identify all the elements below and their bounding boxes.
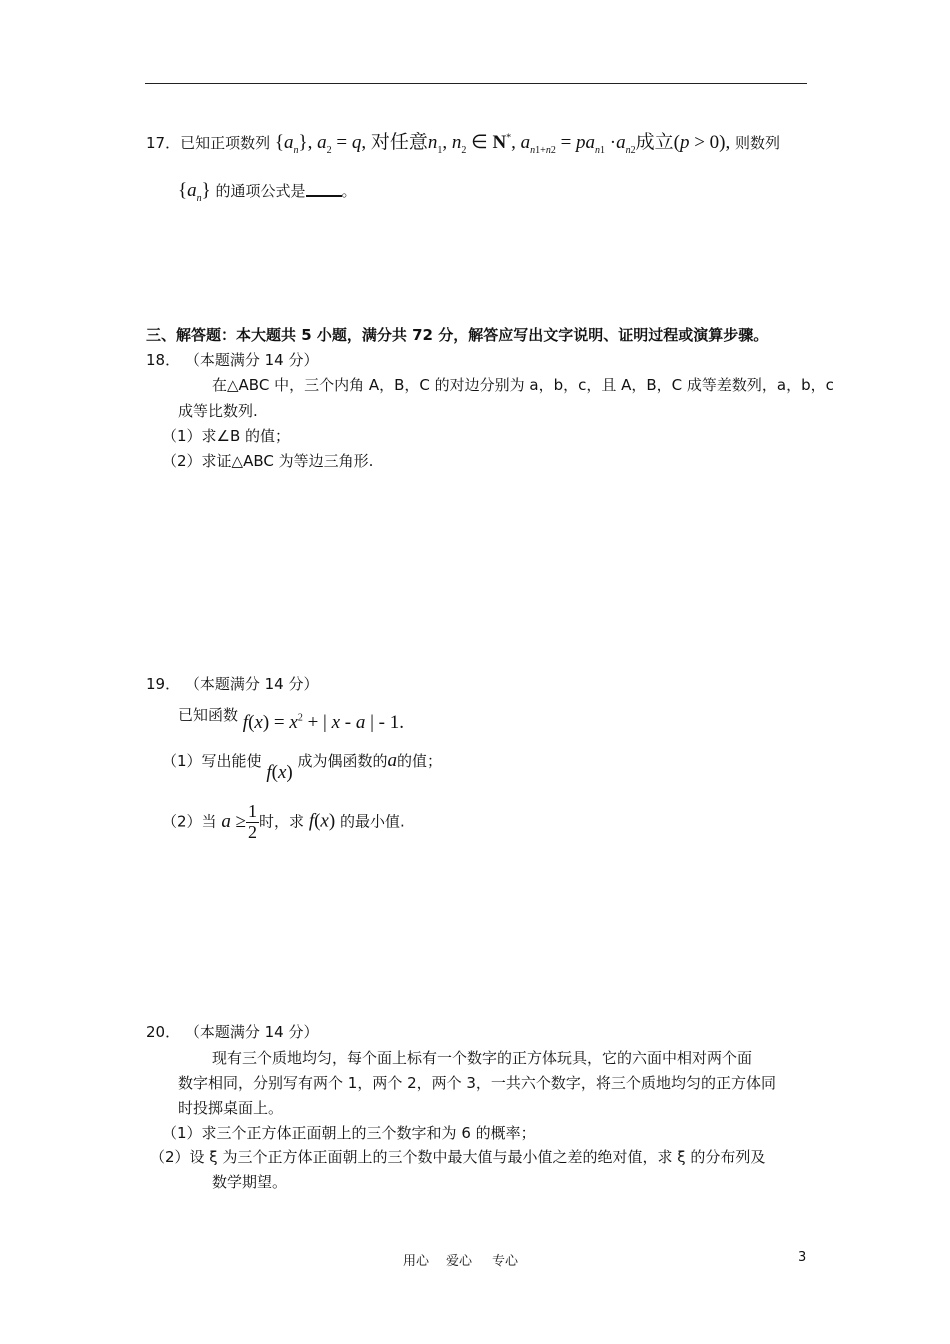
q19-part1-prefix: （1）写出能使 [162, 752, 262, 770]
q19-part2-prefix: （2）当 [162, 812, 217, 831]
q19-part1 [162, 750, 443, 783]
q19-part1-func: f(x) [266, 762, 293, 783]
q17-suffix: 则数列 [735, 134, 781, 152]
q20-number: 20． [146, 1023, 181, 1041]
footer-motto-2: 爱心 [446, 1254, 473, 1269]
q19-score: （本题满分 14 分） [184, 675, 319, 693]
q17-line2-text: 的通项公式是 [215, 182, 306, 200]
q19-number: 19． [146, 675, 181, 693]
q19-part1-suffix: 的值； [397, 752, 443, 770]
q20-part2-line1: （2）设 ξ 为三个正方体正面朝上的三个数中最大值与最小值之差的绝对值，求 ξ 的分布列及 [150, 1148, 766, 1166]
q20-header [146, 1023, 319, 1041]
q18-score: （本题满分 14 分） [184, 351, 319, 369]
q19-stem [178, 704, 405, 733]
q17-number: 17． [146, 134, 181, 152]
q17-line2 [178, 180, 357, 203]
q18-header [146, 351, 319, 369]
footer-motto-1: 用心 [403, 1254, 430, 1269]
q19-part2-mid: 时，求 [259, 812, 305, 831]
q19-part1-var: a [387, 750, 397, 771]
q19-part2-suffix: 的最小值. [339, 812, 405, 831]
q18-stem-line2: 成等比数列. [178, 402, 258, 420]
q17-hold-text: 成立 [635, 132, 674, 153]
q19-part2-condition: a ≥ $\frac{1}{2}$ [221, 801, 258, 842]
q18-part2: （2）求证△ABC 为等边三角形. [162, 452, 374, 470]
q18-stem-line1: 在△ABC 中，三个内角 A，B，C 的对边分别为 a，b，c，且 A，B，C 成等差数列，a，b，c [212, 376, 834, 394]
header-rule [145, 83, 807, 84]
q18-number: 18． [146, 351, 181, 369]
q19-part2-func: f(x) [308, 810, 336, 832]
q17-seq: $\{a_n\}$ [178, 180, 211, 204]
q19-header [146, 675, 319, 693]
q19-part1-mid: 成为偶函数的 [297, 752, 388, 770]
q18-part1: （1）求∠B 的值； [162, 427, 291, 445]
footer-motto-3: 专心 [492, 1254, 519, 1269]
q17-answer-blank[interactable] [306, 181, 342, 197]
q19-fraction: $\frac{1}{2}$ [248, 801, 258, 842]
q19-function: $f(x) = x^2$ + | x - a | - 1. [242, 712, 405, 733]
q17-formula: $\{a_n\}$, $a_2 = q$, 对任意$n_1$, $n_2$ ∈ N*, $a_{n1+n2} = pa_{n1} \cdot a_{n2}$成立(p > 0), [274, 132, 731, 156]
q20-stem-line3: 时投掷桌面上。 [178, 1099, 284, 1117]
q19-part2 [162, 802, 405, 843]
q20-part2-line2: 数学期望。 [212, 1173, 288, 1191]
q20-stem-line2: 数字相同，分别写有两个 1，两个 2，两个 3，一共六个数字，将三个质地均匀的正方体同 [178, 1074, 776, 1092]
q20-part1: （1）求三个正方体正面朝上的三个数字和为 6 的概率； [162, 1124, 536, 1142]
q20-stem-line1: 现有三个质地均匀，每个面上标有一个数字的正方体玩具，它的六面中相对两个面 [212, 1049, 753, 1067]
section3-heading: 三、解答题：本大题共 5 小题，满分共 72 分，解答应写出文字说明、证明过程或演算步骤。 [146, 326, 769, 344]
page-number: 3 [798, 1250, 807, 1265]
q17-line2-end: 。 [341, 182, 357, 200]
q20-score: （本题满分 14 分） [184, 1023, 319, 1041]
q17-prefix: 已知正项数列 [180, 134, 271, 152]
q17-line1 [146, 132, 780, 155]
q17-cond-text: 对任意 [370, 132, 428, 153]
q19-stem-prefix: 已知函数 [178, 706, 239, 724]
